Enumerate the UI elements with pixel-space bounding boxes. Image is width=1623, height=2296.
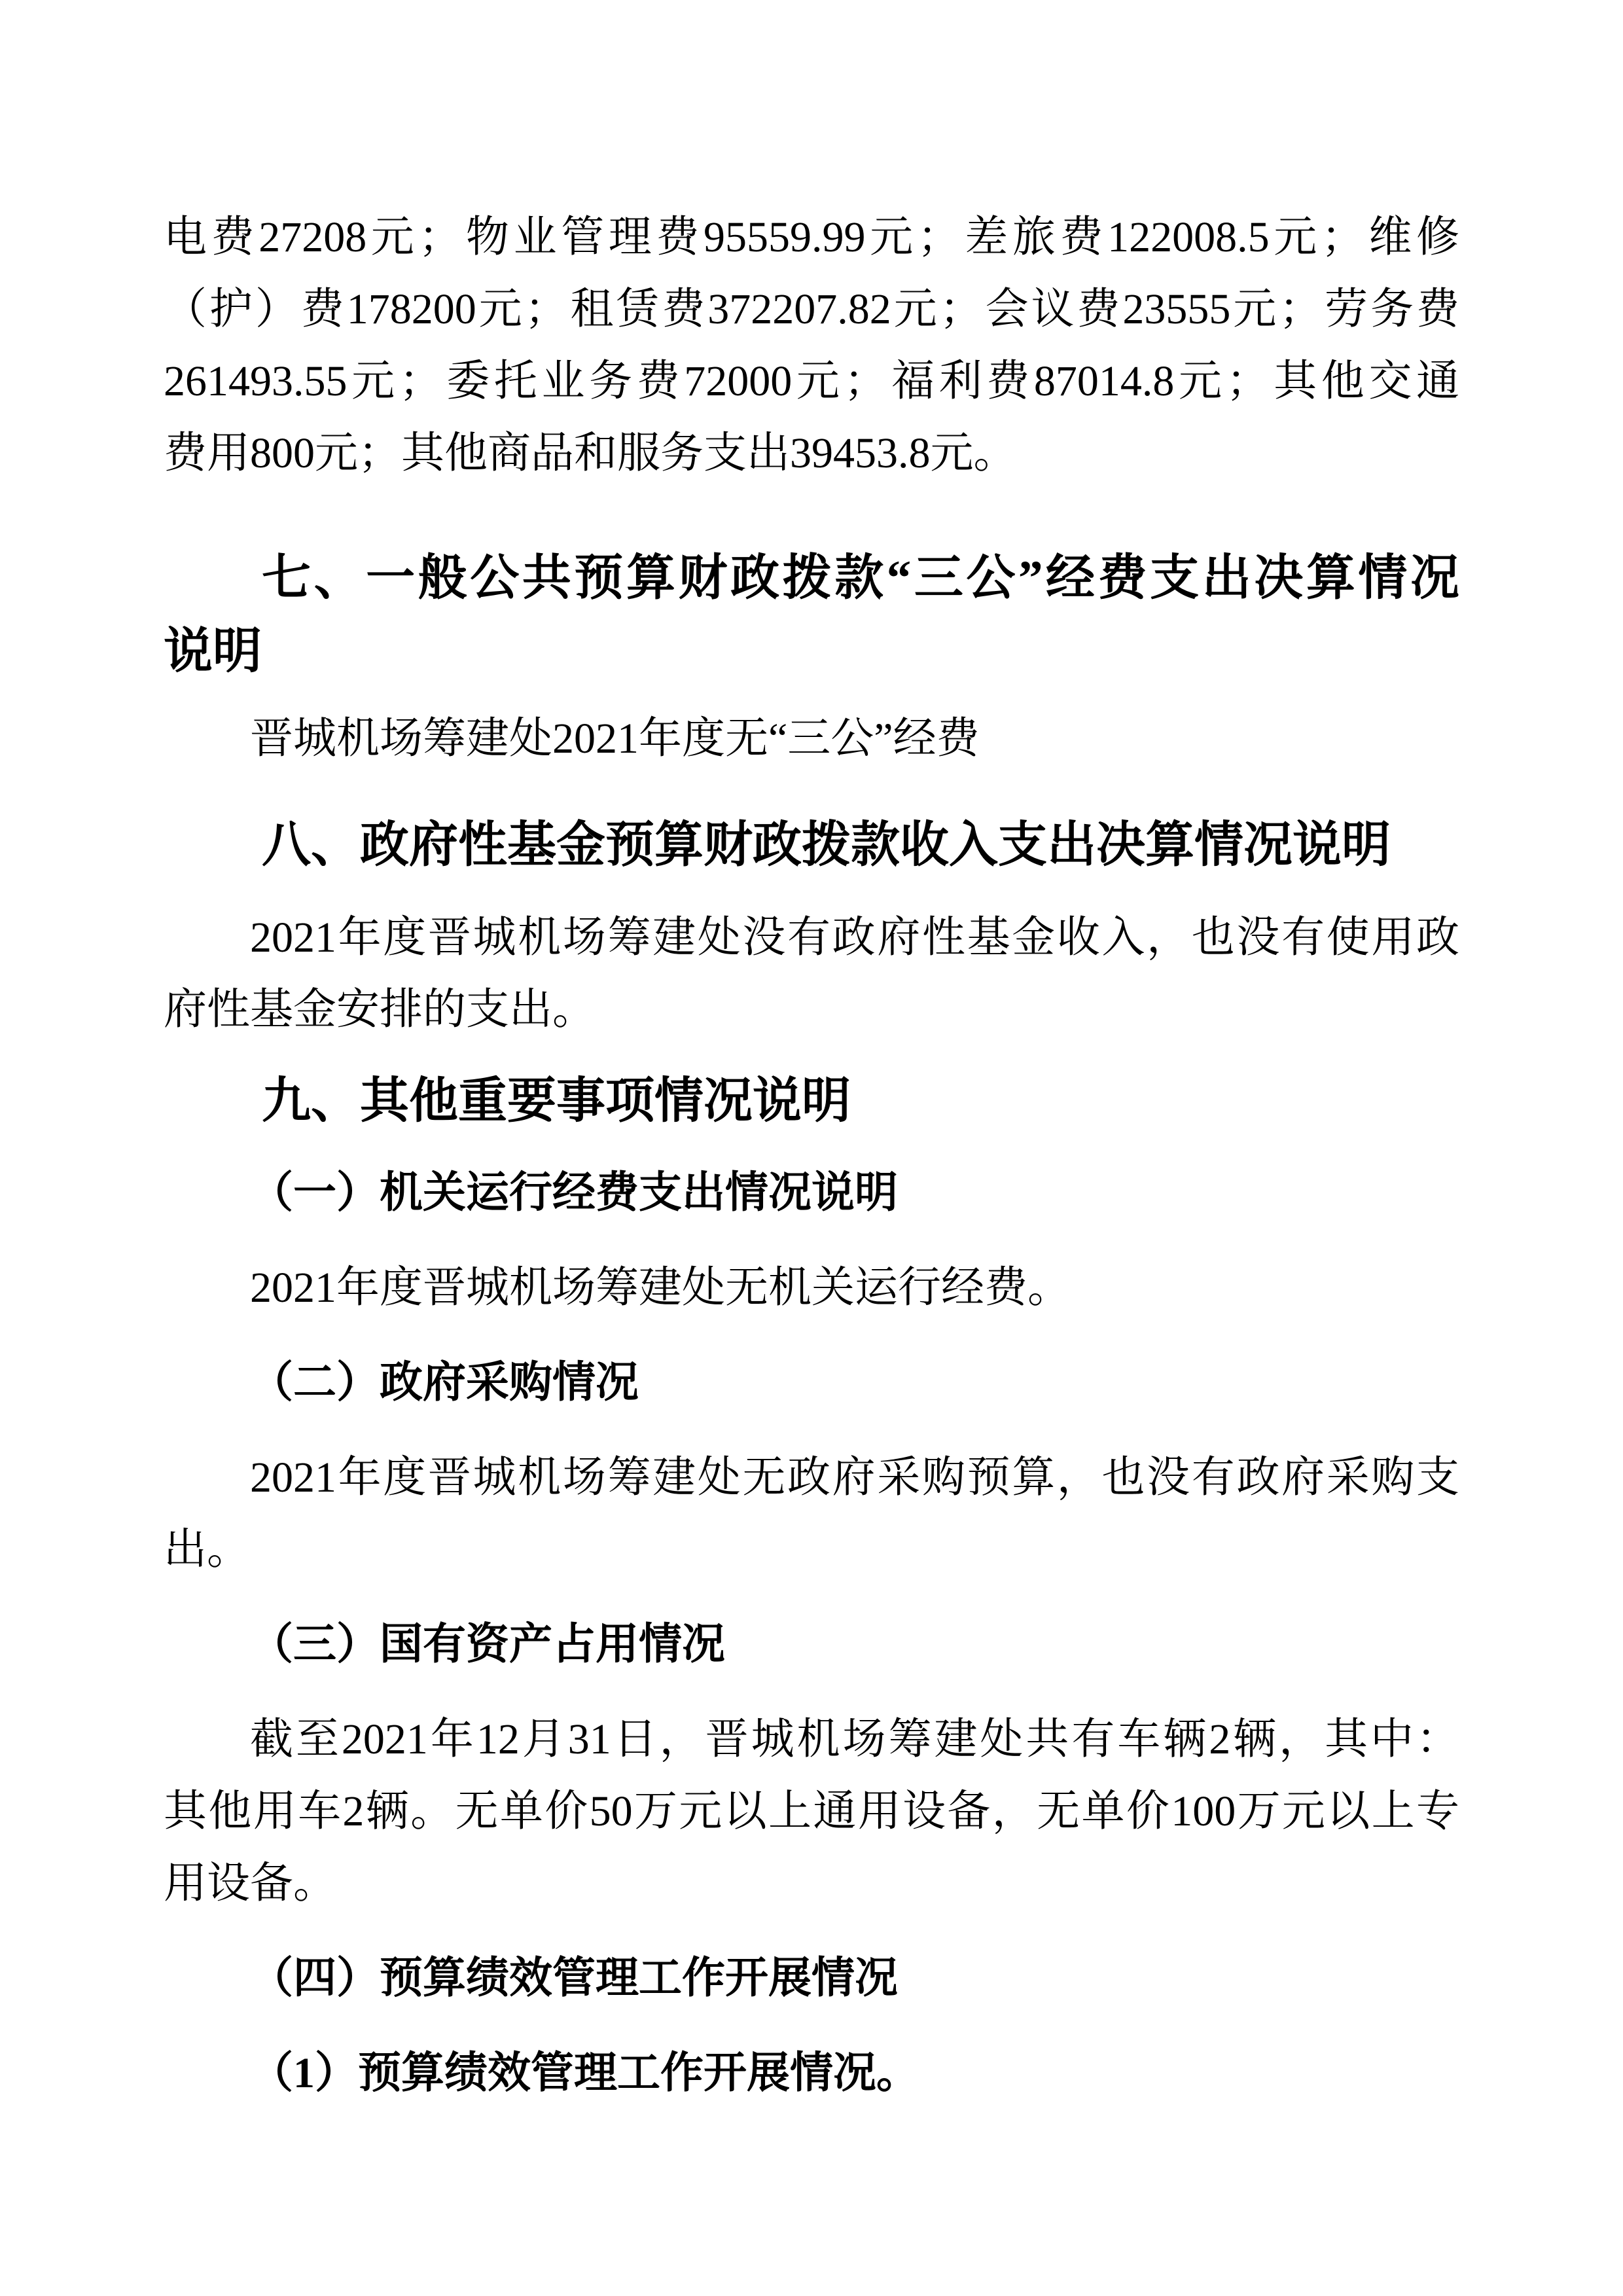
subsection-two-heading: （二）政府采购情况	[250, 1359, 639, 1407]
subsection-three-body	[164, 1704, 1459, 1920]
body-line: 2021年度晋城机场筹建处没有政府性基金收入，也没有使用政	[250, 914, 1459, 961]
body-line: 2021年度晋城机场筹建处无政府采购预算，也没有政府采购支	[250, 1454, 1459, 1501]
section-seven-heading	[164, 542, 1459, 689]
body-line: 261493.55元；委托业务费72000元；福利费87014.8元；其他交通	[164, 357, 1459, 405]
body-line: 电费27208元；物业管理费95559.99元；差旅费122008.5元；维修	[164, 213, 1459, 261]
section-nine-heading: 九、其他重要事项情况说明	[262, 1074, 851, 1128]
subsection-four-item: （1）预算绩效管理工作开展情况。	[250, 2049, 919, 2097]
body-line: 费用800元；其他商品和服务支出39453.8元。	[164, 429, 1017, 477]
body-line: （护）费178200元；租赁费372207.82元；会议费23555元；劳务费	[164, 285, 1459, 333]
subsection-two-body	[164, 1442, 1459, 1586]
body-line: 其他用车2辆。无单价50万元以上通用设备，无单价100万元以上专	[164, 1787, 1459, 1835]
body-line: 府性基金安排的支出。	[164, 986, 596, 1033]
subsection-one-heading: （一）机关运行经费支出情况说明	[250, 1169, 898, 1217]
expenses-paragraph	[164, 202, 1459, 490]
section-eight-body	[164, 902, 1459, 1046]
section-heading-line: 七、一般公共预算财政拨款“三公”经费支出决算情况	[262, 551, 1459, 605]
body-line: 出。	[164, 1526, 250, 1573]
subsection-four-heading: （四）预算绩效管理工作开展情况	[250, 1954, 898, 2002]
section-eight-heading: 八、政府性基金预算财政拨款收入支出决算情况说明	[262, 818, 1391, 872]
body-line: 用设备。	[164, 1859, 336, 1907]
body-line: 截至2021年12月31日，晋城机场筹建处共有车辆2辆，其中：	[250, 1715, 1459, 1763]
section-heading-line: 说明	[164, 624, 262, 679]
subsection-one-body-line: 2021年度晋城机场筹建处无机关运行经费。	[250, 1264, 1071, 1312]
section-seven-body: 晋城机场筹建处2021年度无“三公”经费	[250, 715, 980, 762]
subsection-three-heading: （三）国有资产占用情况	[250, 1621, 725, 1668]
